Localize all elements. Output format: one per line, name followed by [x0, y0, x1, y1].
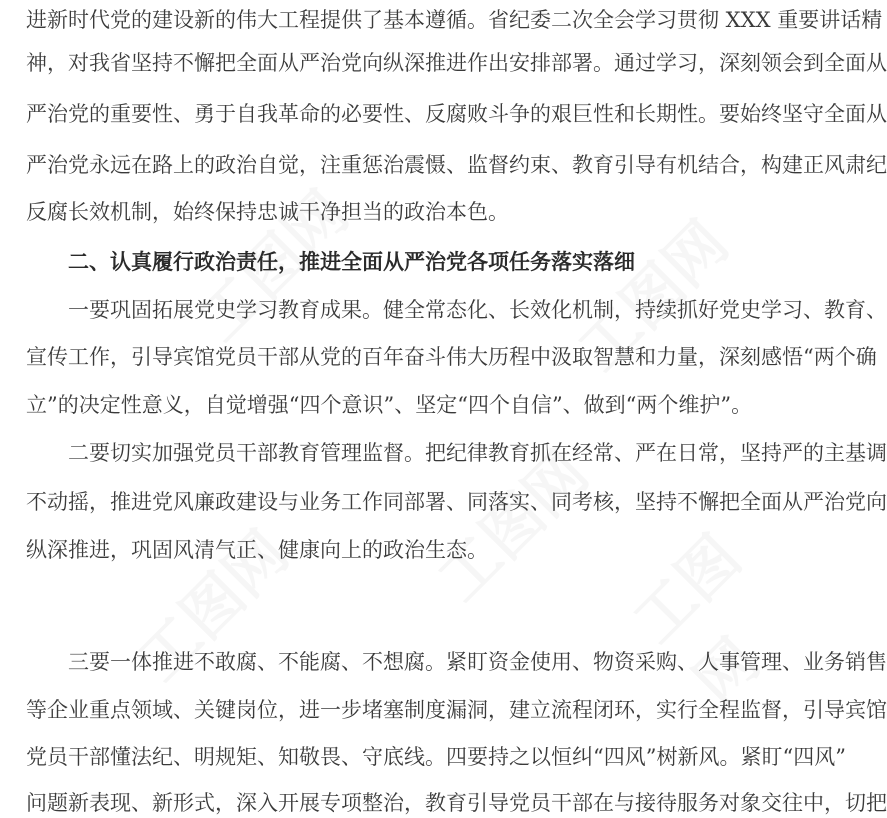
paragraph-line: 不动摇，推进党风廉政建设与业务工作同部署、同落实、同考核，坚持不懈把全面从严治党向 — [26, 490, 887, 514]
section-heading: 二、认真履行政治责任，推进全面从严治党各项任务落实落细 — [68, 249, 635, 274]
paragraph-line: 一要巩固拓展党史学习教育成果。健全常态化、长效化机制，持续抓好党史学习、教育、 — [68, 298, 887, 322]
paragraph-line: 立”的决定性意义，自觉增强“四个意识”、坚定“四个自信”、做到“两个维护”。 — [26, 393, 753, 417]
paragraph-line: 二要切实加强党员干部教育管理监督。把纪律教育抓在经常、严在日常，坚持严的主基调 — [68, 441, 887, 465]
paragraph-line: 党员干部懂法纪、明规矩、知敬畏、守底线。四要持之以恒纠“四风”树新风。紧盯“四风” — [26, 745, 846, 769]
paragraph-line: 严治党永远在路上的政治自觉，注重惩治震慑、监督约束、教育引导有机结合，构建正风肃纪 — [26, 153, 887, 177]
paragraph-line: 纵深推进，巩固风清气正、健康向上的政治生态。 — [26, 538, 488, 562]
paragraph-line: 严治党的重要性、勇于自我革命的必要性、反腐败斗争的艰巨性和长期性。要始终坚守全面从 — [26, 102, 887, 126]
paragraph-line: 三要一体推进不敢腐、不能腐、不想腐。紧盯资金使用、物资采购、人事管理、业务销售 — [68, 650, 887, 674]
paragraph-line: 进新时代党的建设新的伟大工程提供了基本遵循。省纪委二次全会学习贯彻 XXX 重要讲话精 — [26, 8, 883, 32]
paragraph-line: 问题新表现、新形式，深入开展专项整治，教育引导党员干部在与接待服务对象交往中，切把 — [26, 791, 887, 815]
watermark — [611, 492, 839, 720]
paragraph-line: 宣传工作，引导宾馆党员干部从党的百年奋斗伟大历程中汲取智慧和力量，深刻感悟“两个确 — [26, 345, 877, 369]
paragraph-line: 反腐长效机制，始终保持忠诚干净担当的政治本色。 — [26, 200, 509, 224]
paragraph-line: 等企业重点领域、关键岗位，进一步堵塞制度漏洞，建立流程闭环，实行全程监督，引导宾馆 — [26, 698, 887, 722]
paragraph-line: 神，对我省坚持不懈把全面从严治党向纵深推进作出安排部署。通过学习，深刻领会到全面从 — [26, 51, 887, 75]
